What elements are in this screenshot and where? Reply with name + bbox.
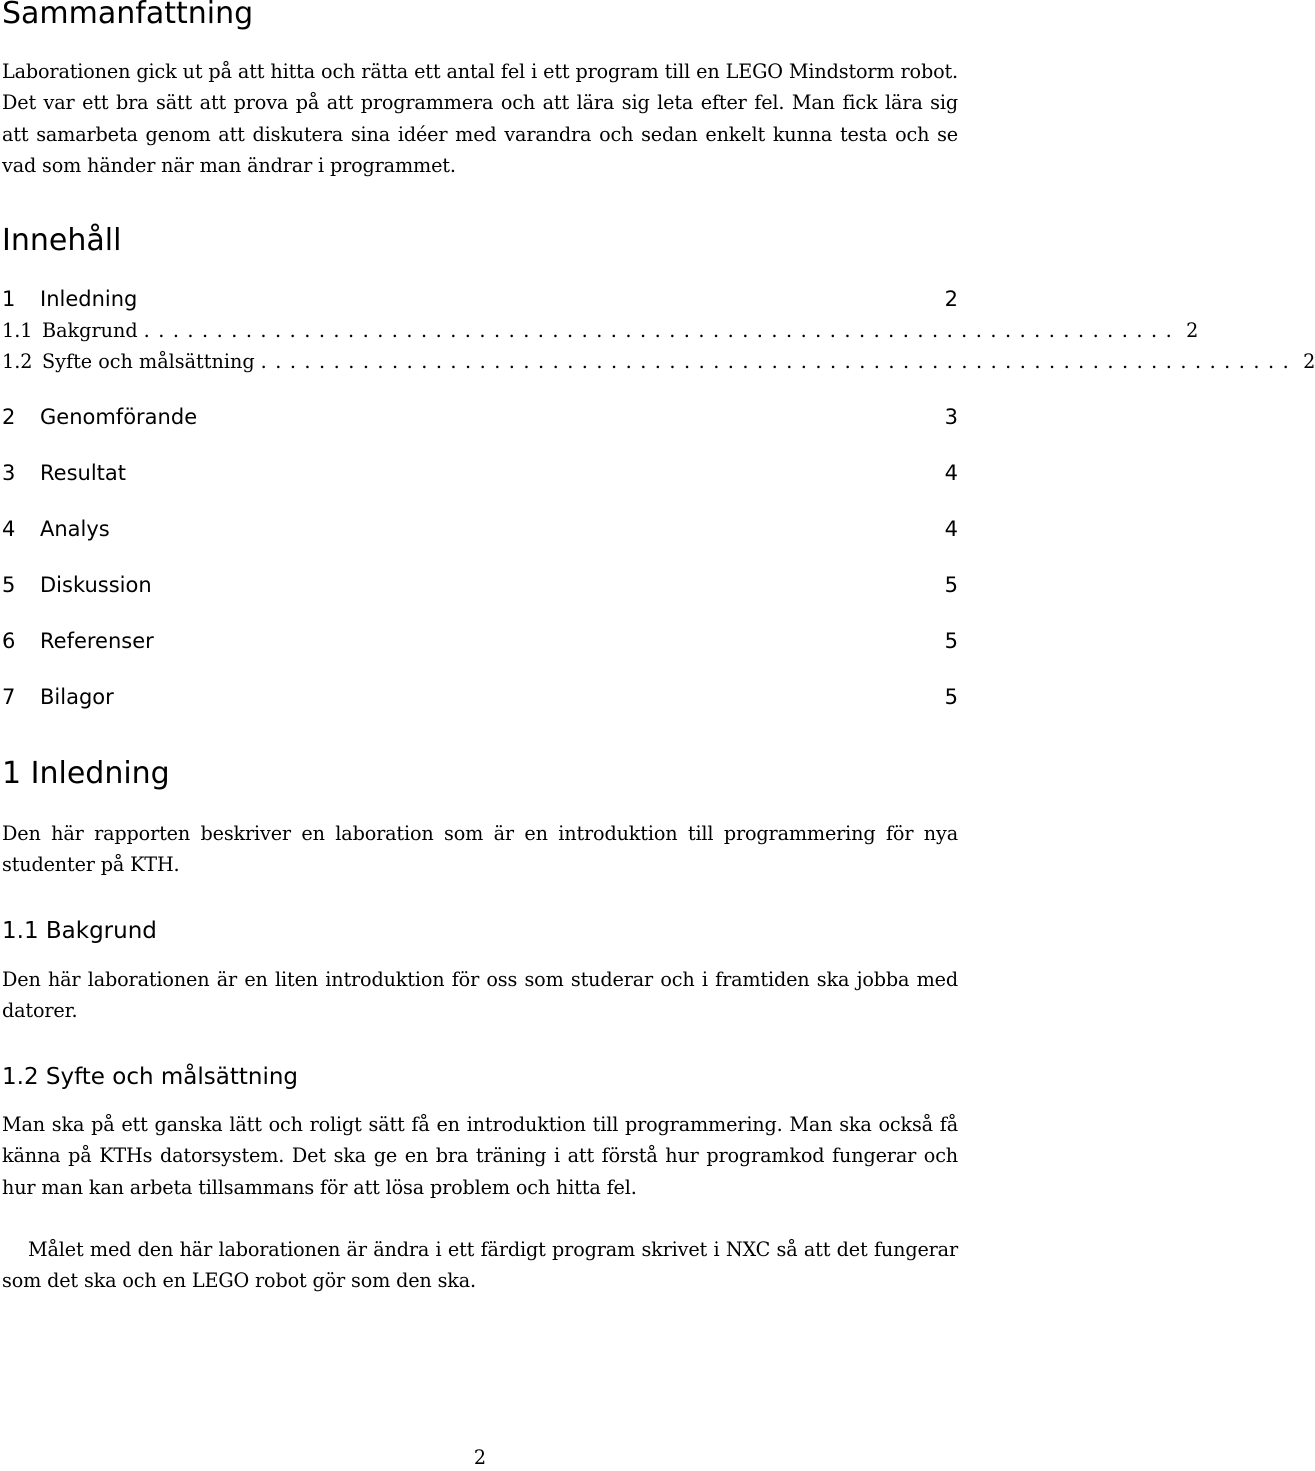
section-1-2-para2: Målet med den här laborationen är ändra i ett färdigt program skrivet i NXC så att det fungerar som det ska och en LEGO robot gör som den ska. — [2, 1238, 958, 1293]
toc-entry-label: Genomförande — [40, 405, 198, 429]
toc-entry-7[interactable] — [2, 682, 958, 713]
toc-heading: Innehåll — [2, 223, 122, 258]
toc-entry-label: Inledning — [40, 287, 138, 311]
toc-entry-1-1[interactable] — [2, 315, 1199, 346]
toc-entry-number: 6 — [2, 629, 16, 653]
toc-entry-number: 1.2 — [2, 350, 33, 373]
section-1-1-text: Den här laborationen är en liten introduktion för oss som studerar och i framtiden ska jobba med datorer. — [2, 968, 958, 1023]
section-1-1-heading: 1.1 Bakgrund — [2, 918, 157, 944]
section-1-2-para1: Man ska på ett ganska lätt och roligt sätt få en introduktion till programmering. Man ska också få känna på KTHs datorsystem. Det ska ge en bra träning i att förstå hur programkod fungerar och hur man kan arbeta tillsammans för att lösa problem och hitta fel. — [2, 1113, 958, 1199]
toc-entry-page: 2 — [944, 287, 958, 311]
section-1-text: Den här rapporten beskriver en laboration som är en introduktion till programmering för nya studenter på KTH. — [2, 822, 958, 877]
toc-entry-label: Syfte och målsättning — [42, 350, 255, 373]
toc-entry-page: 3 — [944, 405, 958, 429]
toc-entry-3[interactable] — [2, 458, 958, 489]
toc-entry-label: Referenser — [40, 629, 154, 653]
summary-heading: Sammanfattning — [2, 0, 254, 31]
toc-entry-4[interactable] — [2, 514, 958, 545]
toc-entry-page: 2 — [1186, 319, 1199, 342]
toc-entry-number: 1.1 — [2, 319, 33, 342]
toc-entry-page: 2 — [1303, 350, 1315, 373]
section-1-2-heading: 1.2 Syfte och målsättning — [2, 1064, 299, 1090]
toc-entry-number: 5 — [2, 573, 16, 597]
toc-entry-number: 2 — [2, 405, 16, 429]
page-number: 2 — [473, 1446, 487, 1469]
toc-entry-number: 4 — [2, 517, 16, 541]
toc-entry-number: 3 — [2, 461, 16, 485]
toc-entry-page: 5 — [944, 685, 958, 709]
summary-text: Laborationen gick ut på att hitta och rätta ett antal fel i ett program till en LEGO Mindstorm robot. Det var ett bra sätt att prova på att programmera och att lära sig leta efter fel. Man fick lära sig att samarbeta genom att diskutera sina idéer med varandra och sedan enkelt kunna testa och se vad som händer när man ändrar i programmet. — [2, 60, 958, 178]
toc-entry-page: 5 — [944, 629, 958, 653]
section-1-heading: 1 Inledning — [2, 756, 170, 791]
toc-entry-page: 5 — [944, 573, 958, 597]
toc-entry-page: 4 — [944, 461, 958, 485]
toc-entry-number: 7 — [2, 685, 16, 709]
toc-entry-label: Diskussion — [40, 573, 152, 597]
toc-dot-leader: ....................................................................... — [143, 319, 1181, 342]
toc-entry-page: 4 — [944, 517, 958, 541]
toc-entry-1[interactable] — [2, 284, 958, 315]
toc-dot-leader: ....................................................................... — [260, 350, 1298, 373]
toc-entry-2[interactable] — [2, 402, 958, 433]
toc-entry-label: Resultat — [40, 461, 126, 485]
toc-entry-label: Bakgrund — [42, 319, 138, 342]
toc-entry-1-2[interactable] — [2, 346, 1315, 377]
toc-entry-6[interactable] — [2, 626, 958, 657]
toc-entry-label: Bilagor — [40, 685, 114, 709]
toc-entry-5[interactable] — [2, 570, 958, 601]
toc-entry-label: Analys — [40, 517, 110, 541]
toc-list — [2, 284, 1315, 377]
toc-entry-number: 1 — [2, 287, 16, 311]
